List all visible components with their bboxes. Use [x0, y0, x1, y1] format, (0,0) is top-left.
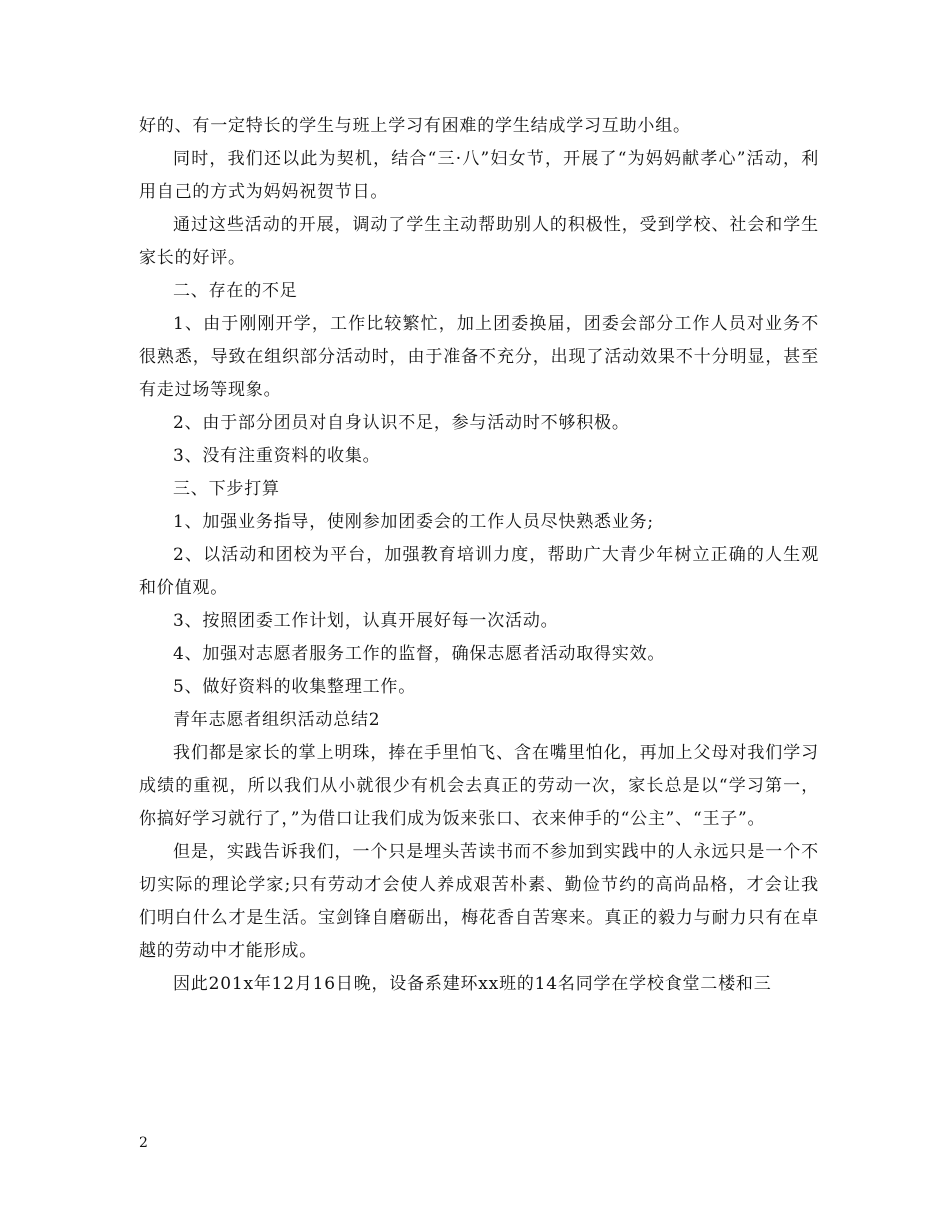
paragraph: 同时，我们还以此为契机，结合“三·八”妇女节，开展了“为妈妈献孝心”活动，利用自己的方式为妈妈祝贺节日。: [139, 149, 819, 202]
paragraph: 2、由于部分团员对自身认识不足，参与活动时不够积极。: [173, 413, 630, 433]
paragraph: 好的、有一定特长的学生与班上学习有困难的学生结成学习互助小组。: [139, 116, 691, 136]
paragraph: 但是，实践告诉我们，一个只是埋头苦读书而不参加到实践中的人永远只是一个不切实际的理论学家;只有劳动才会使人养成艰苦朴素、勤俭节约的高尚品格，才会让我们明白什么才是生活。宝剑锋自磨砺出，梅花香自苦寒来。真正的毅力与耐力只有在卓越的劳动中才能形成。: [139, 842, 819, 961]
paragraph: 4、加强对志愿者服务工作的监督，确保志愿者活动取得实效。: [173, 644, 666, 664]
article-title: 青年志愿者组织活动总结2: [173, 710, 381, 730]
paragraph: 1、加强业务指导，使刚参加团委会的工作人员尽快熟悉业务;: [173, 512, 654, 532]
page-body: [139, 110, 819, 1001]
page-number: 2: [139, 1135, 148, 1151]
section-heading: 三、下步打算: [173, 479, 280, 499]
paragraph: 3、按照团委工作计划，认真开展好每一次活动。: [173, 611, 559, 631]
paragraph: 5、做好资料的收集整理工作。: [173, 677, 417, 697]
paragraph: 我们都是家长的掌上明珠，捧在手里怕飞、含在嘴里怕化，再加上父母对我们学习成绩的重视，所以我们从小就很少有机会去真正的劳动一次，家长总是以“学习第一，你搞好学习就行了，”为借口让我们成为饭来张口、衣来伸手的“公主”、“王子”。: [139, 743, 819, 829]
section-heading: 二、存在的不足: [173, 281, 298, 301]
paragraph: 2、以活动和团校为平台，加强教育培训力度，帮助广大青少年树立正确的人生观和价值观。: [139, 545, 819, 598]
paragraph: 通过这些活动的开展，调动了学生主动帮助别人的积极性，受到学校、社会和学生家长的好评。: [139, 215, 819, 268]
paragraph: 因此201x年12月16日晚，设备系建环xx班的14名同学在学校食堂二楼和三: [173, 974, 772, 994]
paragraph: 1、由于刚刚开学，工作比较繁忙，加上团委换届，团委会部分工作人员对业务不很熟悉，导致在组织部分活动时，由于准备不充分，出现了活动效果不十分明显，甚至有走过场等现象。: [139, 314, 819, 400]
paragraph: 3、没有注重资料的收集。: [173, 446, 381, 466]
